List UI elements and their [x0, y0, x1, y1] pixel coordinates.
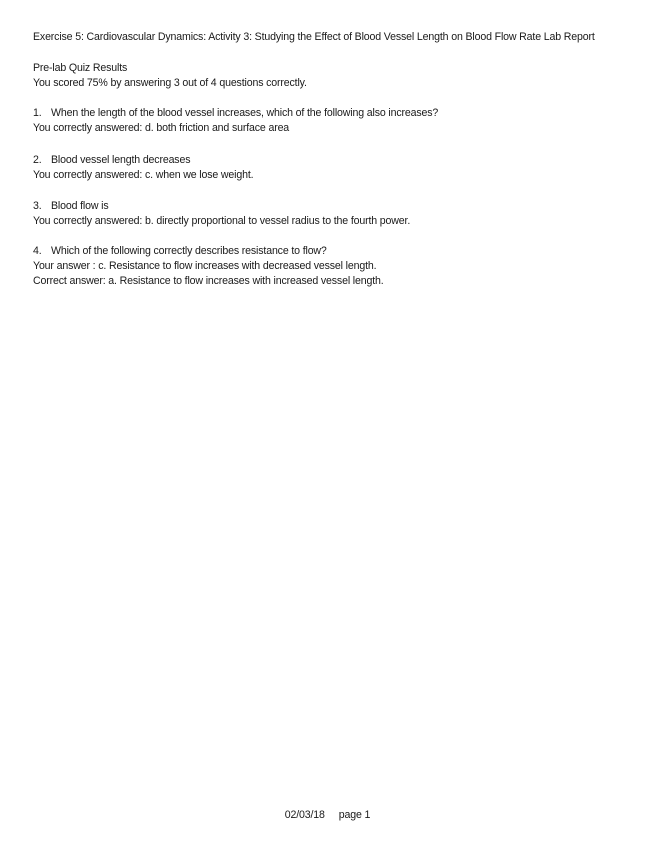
- report-title: Exercise 5: Cardiovascular Dynamics: Activity 3: Studying the Effect of Blood Vessel Length on Blood Flow Rate Lab Report: [33, 31, 595, 43]
- question-text: Which of the following correctly describes resistance to flow?: [51, 245, 327, 257]
- page-footer: [0, 809, 655, 821]
- question-4-correct-answer: Correct answer: a. Resistance to flow increases with increased vessel length.: [33, 275, 384, 287]
- question-3-prompt: [33, 199, 410, 214]
- quiz-heading: Pre-lab Quiz Results: [33, 62, 128, 74]
- question-3: [33, 199, 410, 229]
- question-1-answer: You correctly answered: d. both friction and surface area: [33, 122, 290, 134]
- question-4-your-answer: Your answer : c. Resistance to flow increases with decreased vessel length.: [33, 260, 377, 272]
- footer-date: 02/03/18: [284, 809, 325, 821]
- question-1: [33, 106, 438, 136]
- question-1-prompt: [33, 106, 438, 121]
- question-number: 4.: [33, 245, 42, 257]
- question-4-prompt: [33, 244, 384, 259]
- question-number: 2.: [33, 154, 42, 166]
- question-4: [33, 244, 384, 289]
- quiz-summary: [33, 61, 307, 91]
- question-number: 3.: [33, 200, 42, 212]
- footer-page-number: page 1: [338, 809, 371, 821]
- question-text: Blood vessel length decreases: [51, 154, 191, 166]
- quiz-score: You scored 75% by answering 3 out of 4 questions correctly.: [33, 77, 307, 89]
- question-text: When the length of the blood vessel increases, which of the following also increases?: [51, 107, 439, 119]
- question-2-prompt: [33, 153, 253, 168]
- question-number: 1.: [33, 107, 42, 119]
- question-3-answer: You correctly answered: b. directly proportional to vessel radius to the fourth power.: [33, 215, 411, 227]
- question-2: [33, 153, 253, 183]
- question-text: Blood flow is: [51, 200, 109, 212]
- question-2-answer: You correctly answered: c. when we lose weight.: [33, 169, 254, 181]
